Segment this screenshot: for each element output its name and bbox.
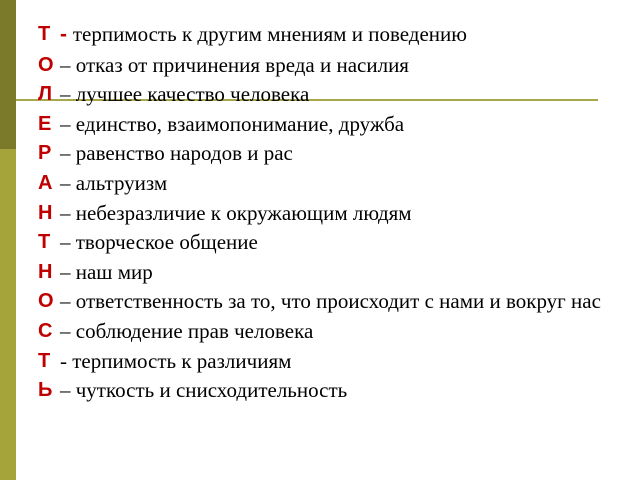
item-text: – соблюдение прав человека (60, 318, 314, 343)
sidebar-accent-dark (0, 0, 16, 149)
initial-letter: Т (38, 23, 51, 45)
initial-letter: С (38, 319, 53, 342)
list-item (38, 260, 618, 284)
item-text: – лучшее качество человека (60, 82, 310, 107)
initial-letter: Н (38, 201, 53, 224)
item-text: – альтруизм (60, 170, 168, 195)
item-text: – равенство народов и рас (60, 141, 293, 166)
item-text: – ответственность за то, что происходит с нами и вокруг нас (60, 289, 601, 314)
initial-letter: Р (38, 142, 52, 165)
initial-letter: А (38, 171, 53, 194)
list-item (38, 82, 618, 106)
initial-letter: О (38, 290, 54, 313)
list-item (38, 319, 618, 343)
list-item (38, 289, 618, 313)
initial-letter: О (38, 53, 54, 76)
list-item (38, 230, 618, 254)
item-text: – небезразличие к окружающим людям (60, 200, 412, 225)
list-item (38, 201, 618, 225)
list-item (38, 171, 618, 195)
initial-letter: Е (38, 112, 52, 135)
initial-letter: Л (38, 83, 53, 106)
item-text: терпимость к другим мнениям и поведению (72, 22, 467, 46)
list-item (38, 378, 618, 402)
item-text: – чуткость и снисходительность (60, 378, 348, 403)
item-text: – отказ от причинения вреда и насилия (60, 52, 409, 77)
item-text: - терпимость к различиям (60, 348, 292, 373)
separator: - (60, 23, 73, 46)
sidebar-accent-light (0, 149, 16, 480)
initial-letter: Т (38, 231, 51, 254)
acrostic-list (38, 22, 618, 408)
list-item (38, 141, 618, 165)
item-text: – наш мир (60, 259, 153, 284)
item-text: – единство, взаимопонимание, дружба (60, 111, 405, 136)
list-item (38, 349, 618, 373)
initial-letter: Т (38, 349, 51, 372)
list-item (38, 53, 618, 77)
list-item (38, 22, 618, 47)
item-text: – творческое общение (60, 230, 258, 255)
list-item (38, 112, 618, 136)
initial-letter: Н (38, 260, 53, 283)
initial-letter: Ь (38, 379, 53, 402)
